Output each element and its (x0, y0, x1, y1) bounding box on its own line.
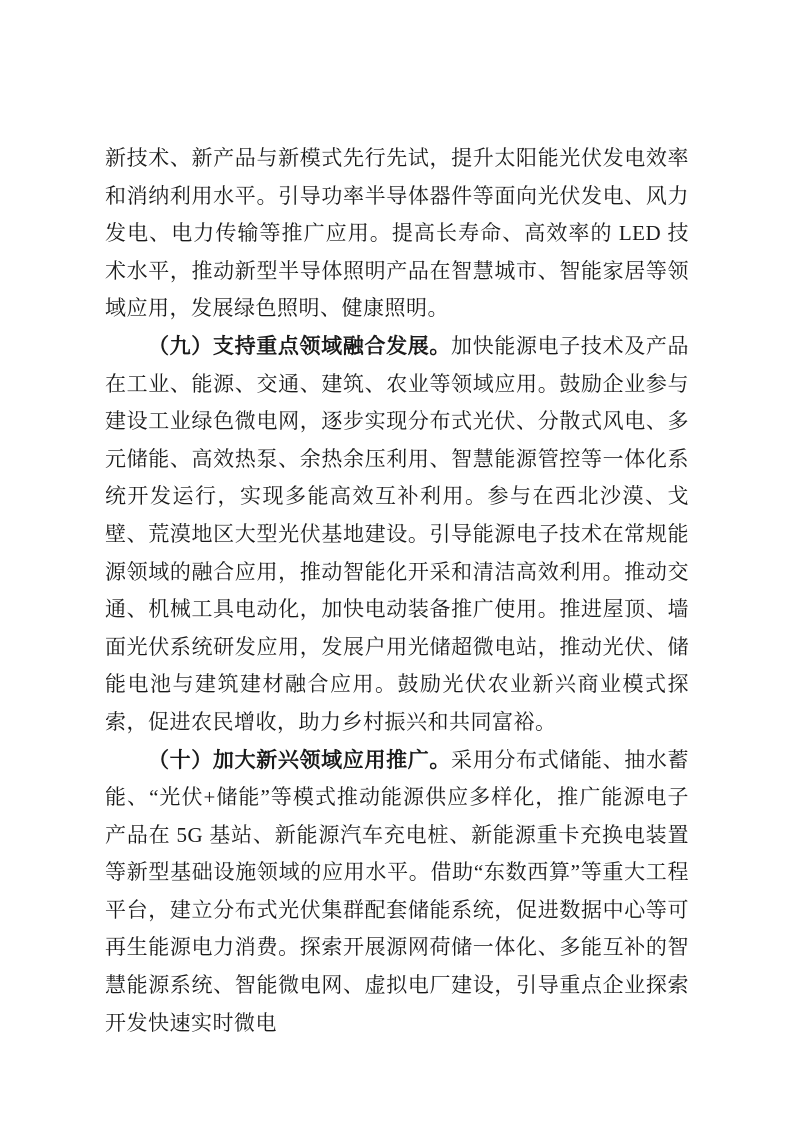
paragraph-section-9 (105, 328, 689, 742)
paragraph-body: 采用分布式储能、抽水蓄能、“光伏+储能”等模式推动能源供应多样化，推广能源电子产品在 5G 基站、新能源汽车充电桩、新能源重卡充换电装置等新型基础设施领域的应用水平。借助“东数西算”等重大工程平台，建立分布式光伏集群配套储能系统，促进数据中心等可再生能源电力消费。探索开展源网荷储一体化、多能互补的智慧能源系统、智能微电网、虚拟电厂建设，引导重点企业探索开发快速实时微电 (105, 747, 690, 1035)
paragraph-body: 新技术、新产品与新模式先行先试，提升太阳能光伏发电效率和消纳利用水平。引导功率半导体器件等面向光伏发电、风力发电、电力传输等推广应用。提高长寿命、高效率的 LED 技术水平，推动新型半导体照明产品在智慧城市、智能家居等领域应用，发展绿色照明、健康照明。 (105, 146, 689, 321)
paragraph-continuation (105, 140, 689, 328)
section-heading: （十）加大新兴领域应用推广。 (148, 748, 452, 772)
section-heading: （九）支持重点领域融合发展。 (148, 334, 452, 358)
text-block (105, 140, 689, 1042)
paragraph-section-10 (105, 742, 689, 1043)
paragraph-body: 加快能源电子技术及产品在工业、能源、交通、建筑、农业等领域应用。鼓励企业参与建设工业绿色微电网，逐步实现分布式光伏、分散式风电、多元储能、高效热泵、余热余压利用、智慧能源管控等一体化系统开发运行，实现多能高效互补利用。参与在西北沙漠、戈壁、荒漠地区大型光伏基地建设。引导能源电子技术在常规能源领域的融合应用，推动智能化开采和清洁高效利用。推动交通、机械工具电动化，加快电动装备推广使用。推进屋顶、墙面光伏系统研发应用，发展户用光储超微电站，推动光伏、储能电池与建筑建材融合应用。鼓励光伏农业新兴商业模式探索，促进农民增收，助力乡村振兴和共同富裕。 (105, 333, 690, 734)
